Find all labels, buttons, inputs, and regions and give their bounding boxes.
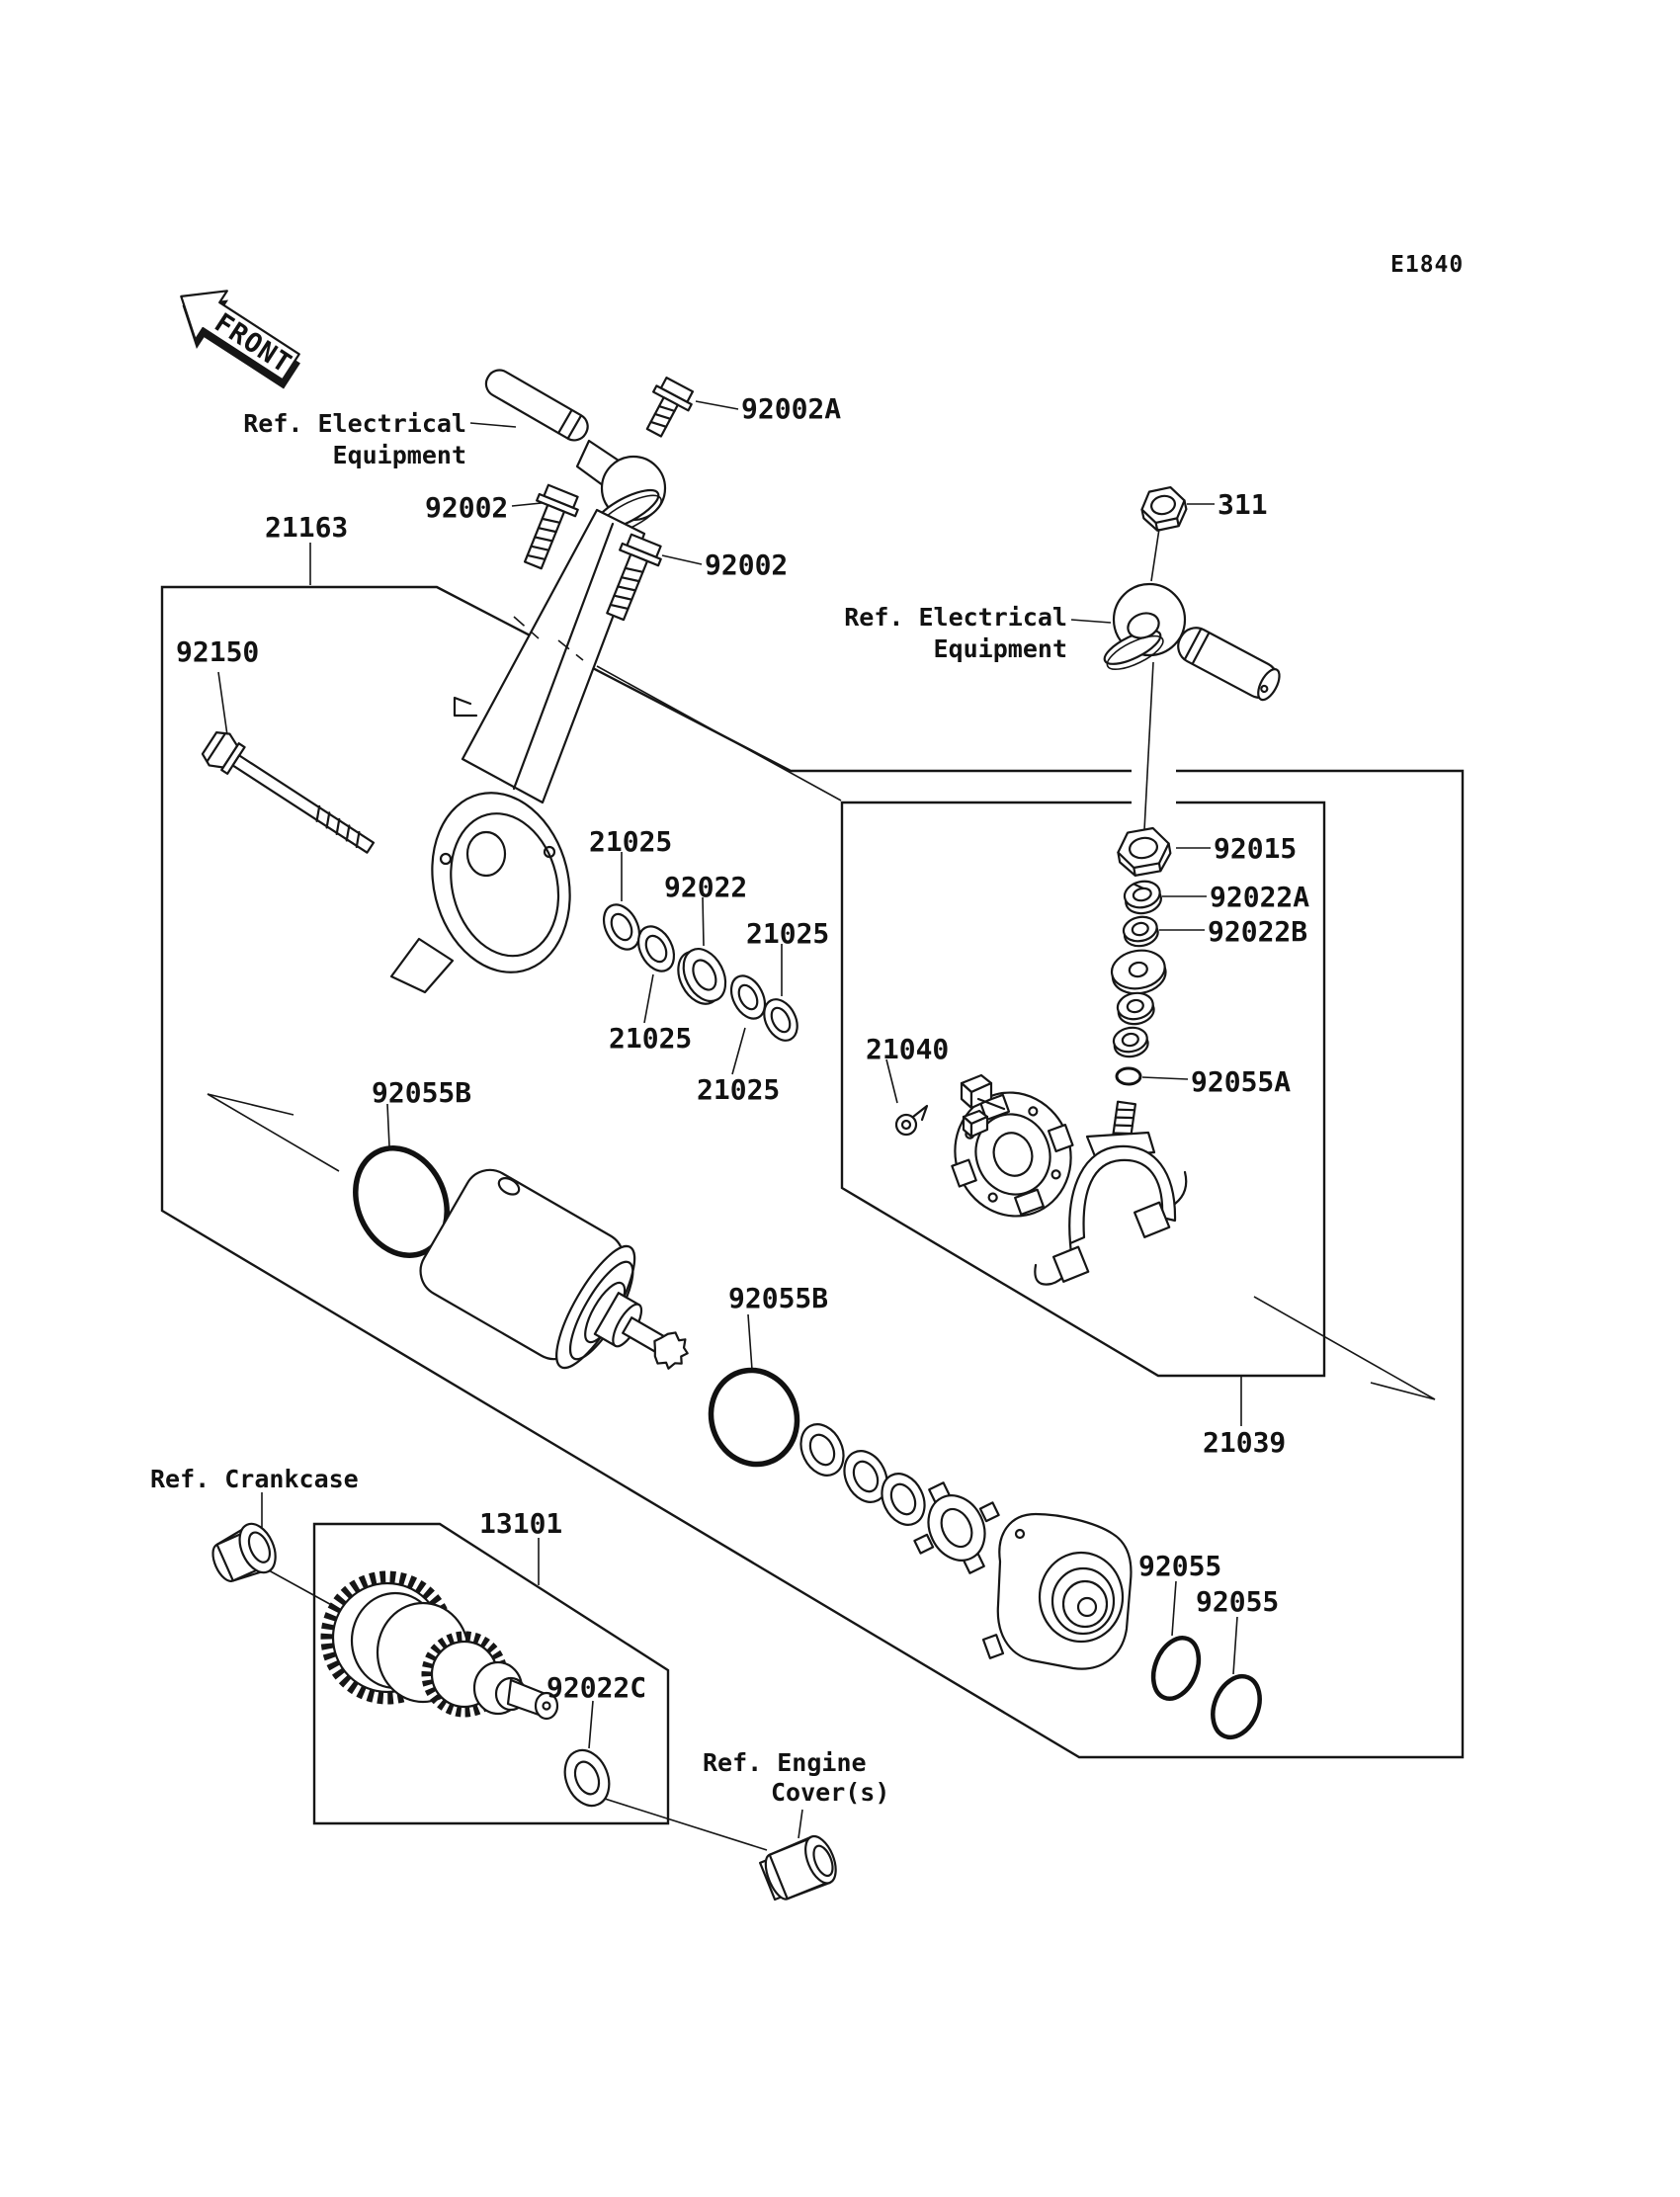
terminal-nut-311 [1138, 485, 1189, 533]
label-21163: 21163 [265, 511, 349, 544]
label-92002-left: 92002 [425, 491, 509, 524]
label-ref-engine-cover-2: Cover(s) [771, 1778, 890, 1807]
label-ref-electrical-top-1: Ref. Electrical [243, 409, 466, 438]
o-ring-92055-1 [1145, 1631, 1208, 1705]
label-92150: 92150 [176, 635, 260, 668]
end-cover [983, 1514, 1131, 1669]
label-ref-electrical-right-2: Equipment [933, 634, 1067, 663]
label-ref-electrical-right-1: Ref. Electrical [844, 603, 1067, 632]
o-ring-92055b-2 [699, 1359, 808, 1476]
nut-92015 [1115, 826, 1173, 878]
brush-spring-clip [896, 1106, 927, 1135]
brush-plate [934, 1075, 1090, 1233]
label-92002a: 92002A [741, 392, 842, 425]
label-21025-2: 21025 [746, 917, 830, 950]
washer-small-2 [1112, 1025, 1150, 1058]
starter-motor-body [411, 1160, 719, 1418]
label-21040: 21040 [866, 1033, 950, 1065]
lock-washer-92022a [1122, 879, 1163, 917]
label-92055b-2: 92055B [728, 1282, 829, 1314]
label-ref-electrical-top-2: Equipment [332, 441, 466, 469]
label-92022b: 92022B [1208, 915, 1308, 948]
label-13101: 13101 [479, 1507, 563, 1540]
label-ref-crankcase: Ref. Crankcase [150, 1465, 359, 1493]
bolt-92150 [200, 727, 380, 864]
bolt-92002a [636, 376, 697, 442]
label-92022: 92022 [664, 871, 748, 903]
o-ring-92055a [1117, 1068, 1140, 1084]
label-21039: 21039 [1203, 1426, 1287, 1459]
label-21025-1: 21025 [589, 825, 673, 858]
label-92022a: 92022A [1210, 881, 1310, 913]
label-92055-2: 92055 [1196, 1585, 1280, 1618]
washer-large [1109, 947, 1169, 998]
label-92055a: 92055A [1191, 1065, 1292, 1098]
washer-92022 [670, 942, 734, 1011]
label-ref-engine-cover-1: Ref. Engine [703, 1748, 867, 1777]
front-label: FRONT [209, 307, 297, 380]
crankcase-bushing [206, 1518, 283, 1590]
washer-92022b [1122, 914, 1160, 949]
starter-clutch-13101 [327, 1577, 557, 1719]
label-311: 311 [1218, 488, 1268, 521]
washer-92022c [557, 1743, 618, 1813]
page-code: E1840 [1390, 252, 1465, 278]
pointer-arrows [208, 1094, 1435, 1399]
label-92002-right: 92002 [705, 549, 789, 581]
thrust-washers [793, 1417, 933, 1532]
label-21025-4: 21025 [697, 1073, 781, 1106]
label-92015: 92015 [1214, 832, 1298, 865]
label-92022c: 92022C [546, 1671, 647, 1704]
washer-small-1 [1116, 990, 1156, 1027]
label-92055b-1: 92055B [372, 1076, 472, 1109]
label-92055-1: 92055 [1138, 1550, 1222, 1582]
o-ring-92055-2 [1205, 1669, 1269, 1744]
engine-cover-plug [758, 1832, 842, 1904]
front-arrow [162, 272, 312, 401]
terminal-cable [1100, 584, 1284, 704]
label-21025-3: 21025 [609, 1022, 693, 1055]
